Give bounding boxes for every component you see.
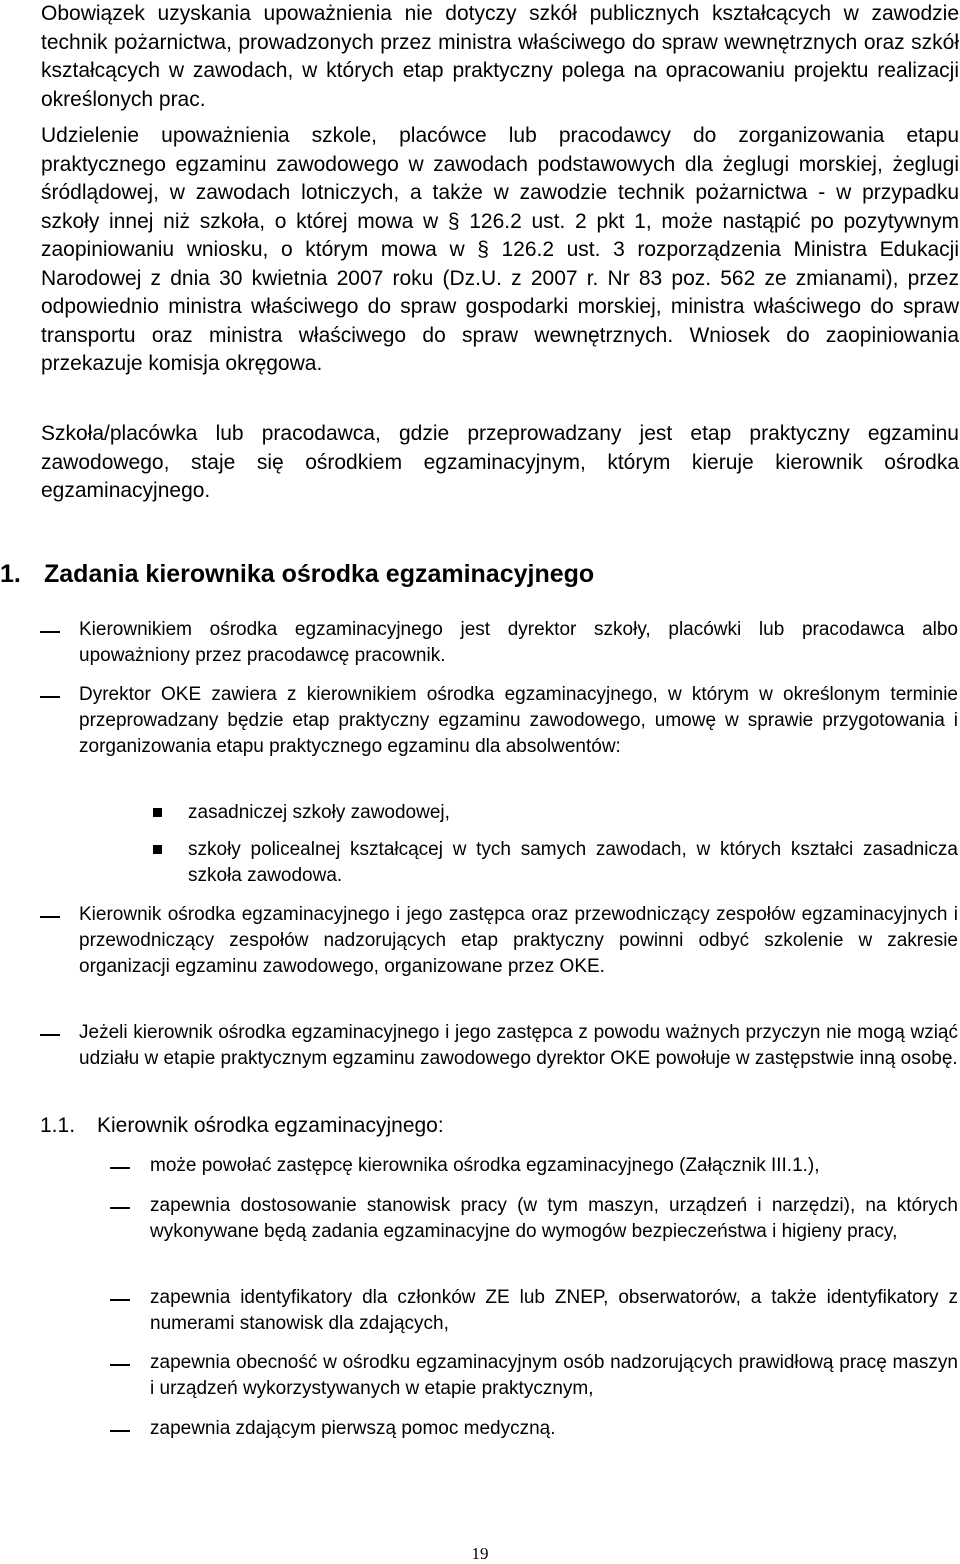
subsection-title: Kierownik ośrodka egzaminacyjnego: (97, 1114, 444, 1137)
paragraph-exam-center: Szkoła/placówka lub pracodawca, gdzie przeprowadzany jest etap praktyczny egzaminu zawodowego, staje się ośrodkiem egzaminacyjnym, którym kieruje kierownik ośrodka egzaminacyjnego. (41, 422, 959, 502)
list-item: Kierownikiem ośrodka egzaminacyjnego jest dyrektor szkoły, placówki lub pracodawca albo upoważniony przez pracodawcę pracownik. (79, 619, 958, 666)
dash-bullet-icon (40, 631, 60, 633)
bullet-item: zasadniczej szkoły zawodowej, (188, 802, 450, 823)
subsection-heading (40, 1112, 444, 1140)
sub-list-item: zapewnia dostosowanie stanowisk pracy (w tym maszyn, urządzeń i narzędzi), na których wykonywane będą zadania egzaminacyjne do wymogów bezpieczeństwa i higieny pracy, (150, 1195, 958, 1242)
dash-bullet-icon (40, 1034, 60, 1036)
list-item: Jeżeli kierownik ośrodka egzaminacyjnego i jego zastępca z powodu ważnych przyczyn nie mogą wziąć udziału w etapie praktycznym egzaminu zawodowego dyrektor OKE powołuje w zastępstwie inną osobę. (79, 1022, 958, 1069)
dash-bullet-icon (110, 1299, 130, 1301)
sub-list-item: zapewnia zdającym pierwszą pomoc medyczną. (150, 1418, 556, 1439)
sub-list-item: może powołać zastępcę kierownika ośrodka egzaminacyjnego (Załącznik III.1.), (150, 1155, 820, 1176)
paragraph-exemption: Obowiązek uzyskania upoważnienia nie dotyczy szkół publicznych kształcących w zawodzie technik pożarnictwa, prowadzonych przez ministra właściwego do spraw wewnętrznych oraz szkół kształcących w zawodach, w których etap praktyczny polega na opracowaniu projektu realizacji określonych prac. (41, 2, 959, 111)
section-number: 1. (0, 560, 21, 588)
dash-bullet-icon (110, 1167, 130, 1169)
dash-bullet-icon (110, 1207, 130, 1209)
sub-list-item: zapewnia obecność w ośrodku egzaminacyjnym osób nadzorujących prawidłową pracę maszyn i urządzeń wykorzystywanych w etapie praktycznym, (150, 1352, 958, 1399)
subsection-number: 1.1. (40, 1114, 76, 1137)
paragraph-authorization: Udzielenie upoważnienia szkole, placówce lub pracodawcy do zorganizowania etapu praktycznego egzaminu zawodowego w zawodach podstawowych dla żeglugi morskiej, żeglugi śródlądowej, w zawodach lotniczych, a także w zawodzie technik pożarnictwa - w przypadku szkoły innej niż szkoła, o której mowa w § 126.2 ust. 2 pkt 1, może nastąpić po pozytywnym zaopiniowaniu wniosku, o którym mowa w § 126.2 ust. 3 rozporządzenia Ministra Edukacji Narodowej z dnia 30 kwietnia 2007 roku (Dz.U. z 2007 r. Nr 83 poz. 562 ze zmianami), przez odpowiednio ministra właściwego do spraw gospodarki morskiej, ministra właściwego do spraw transportu oraz ministra właściwego do spraw wewnętrznych. Wniosek do zaopiniowania przekazuje komisja okręgowa. (41, 124, 959, 375)
page-number: 19 (471, 1544, 489, 1563)
dash-bullet-icon (40, 696, 60, 698)
list-item: Dyrektor OKE zawiera z kierownikiem ośrodka egzaminacyjnego, w którym w określonym terminie przeprowadzany będzie etap praktyczny egzaminu zawodowego, umowę w sprawie przygotowania i zorganizowania etapu praktycznego egzaminu dla absolwentów: (79, 684, 958, 757)
dash-bullet-icon (110, 1430, 130, 1432)
section-heading (0, 556, 594, 592)
sub-list-item: zapewnia identyfikatory dla członków ZE lub ZNEP, obserwatorów, a także identyfikatory z numerami stanowisk dla zdających, (150, 1287, 958, 1334)
list-item: Kierownik ośrodka egzaminacyjnego i jego zastępca oraz przewodniczący zespołów egzaminacyjnych i przewodniczący zespołów nadzorujących etap praktyczny powinni odbyć szkolenie w zakresie organizacji egzaminu zawodowego, organizowane przez OKE. (79, 904, 958, 977)
dash-bullet-icon (40, 916, 60, 918)
dash-bullet-icon (110, 1364, 130, 1366)
square-bullet-icon (153, 808, 162, 817)
square-bullet-icon (153, 845, 162, 854)
bullet-item: szkoły policealnej kształcącej w tych samych zawodach, w których kształci zasadnicza szkoła zawodowa. (188, 839, 958, 886)
section-title: Zadania kierownika ośrodka egzaminacyjnego (44, 560, 595, 588)
